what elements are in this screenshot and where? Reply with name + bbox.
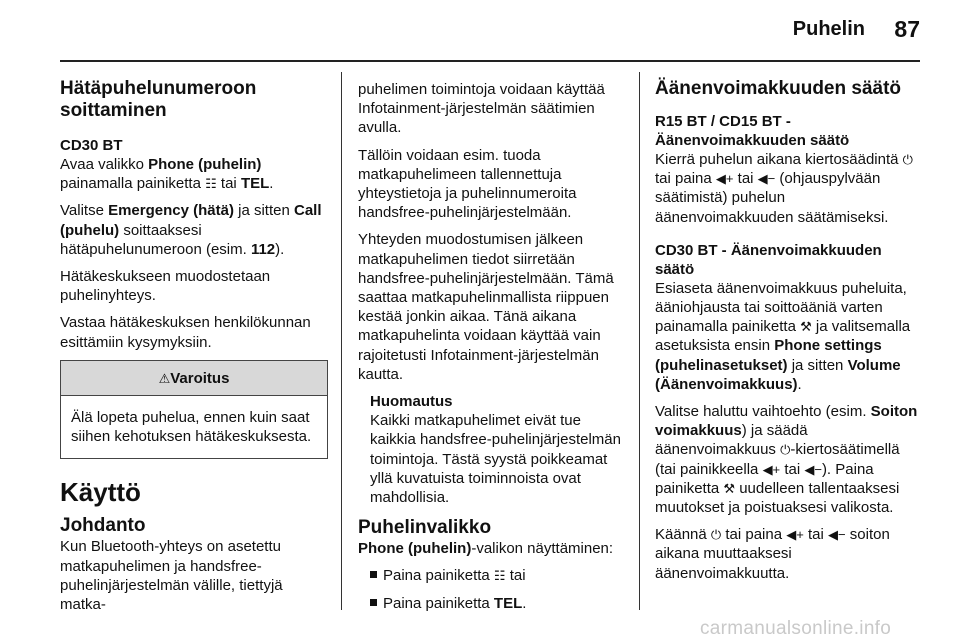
note-block: [358, 392, 626, 507]
paragraph-menu-intro: Phone (puhelin)-valikon näyttäminen:: [358, 540, 614, 558]
column-divider-right: [639, 72, 640, 610]
page-number: 87: [894, 16, 920, 42]
watermark: carmanualsonline.info: [700, 618, 892, 639]
warning-header: ⚠Varoitus: [61, 361, 327, 396]
volume-up-icon: ◀+: [762, 461, 781, 477]
list-item: Paina painiketta ☷ tai: [358, 566, 626, 585]
settings-tool-icon: ⚒: [800, 319, 812, 335]
power-knob-icon: ⏻: [710, 527, 722, 543]
volume-up-icon: ◀+: [786, 527, 804, 543]
note-title: Huomautus: [370, 393, 453, 411]
column-3: [655, 78, 923, 591]
paragraph-open-phone-menu: Avaa valikko Phone (puhelin) painamalla painiketta ☷ tai TEL.: [60, 156, 274, 193]
warning-text: Älä lopeta puhelua, ennen kuin saat siihen kehotuksen hätäkeskuksesta.: [71, 409, 312, 446]
warning-box: [60, 360, 328, 460]
r15-heading: R15 BT / CD15 BT - Äänenvoimakkuuden säätö: [655, 113, 850, 149]
paragraph-emergency-call: Valitse Emergency (hätä) ja sitten Call (puhelu) soittaaksesi hätäpuhelunumeroon (esim. 112).: [60, 202, 322, 258]
bullet-square: [370, 599, 377, 606]
cd30-volume-heading: CD30 BT - Äänenvoimakkuuden säätö: [655, 241, 882, 278]
section-title-volume: Äänenvoimakkuuden säätö: [655, 78, 902, 99]
bullet-square: [370, 571, 377, 578]
section-title-kaytto: Käyttö: [60, 477, 141, 508]
paragraph-connection: Hätäkeskukseen muodostetaan puhelinyhteys.: [60, 268, 271, 305]
cd30-heading: CD30 BT: [60, 137, 123, 154]
paragraph-turn-knob: Käännä ⏻ tai paina ◀+ tai ◀− soiton aikana muuttaaksesi äänenvoimakkuutta.: [655, 526, 890, 582]
paragraph-controls: puhelimen toimintoja voidaan käyttää Infotainment-järjestelmän säätimien avulla.: [358, 81, 605, 137]
paragraph-select-option: Valitse haluttu vaihtoehto (esim. Soiton voimakkuus) ja säädä äänenvoimakkuus ⏻-kiertosäätimellä (tai painikkeella ◀+ tai ◀−). Paina painiketta ⚒ uudelleen tallentaaksesi muutokset ja poistuaksesi valikosta.: [655, 403, 918, 517]
phone-button-icon: ☷: [205, 176, 217, 192]
volume-down-icon: ◀−: [757, 171, 776, 187]
column-2: [358, 80, 626, 621]
paragraph-transfer: Yhteyden muodostumisen jälkeen matkapuhelimen tiedot siirretään handsfree-puhelinjärjestelmään. Tämä saattaa matkapuhelinmallista riippuen kestää jonkin aikaa. Tänä aikana matkapuhelinta voidaan käyttää vain rajoitetusti Infotainment-järjestelmän kautta.: [358, 231, 614, 383]
power-knob-icon: ⏻: [780, 442, 791, 458]
paragraph-preset-volume: Esiaseta äänenvoimakkuus puheluita, ääniohjausta tai soittoääniä varten painamalla painiketta ⚒ ja valitsemalla asetuksista ensin Phone settings (puhelinasetukset) ja sitten Volume (Äänenvoimakkuus).: [655, 279, 911, 393]
paragraph-volume-knob: Kierrä puhelun aikana kiertosäädintä ⏻ tai paina ◀+ tai ◀− (ohjauspylvään säätimistä) puhelun äänenvoimakkuuden säätämiseksi.: [655, 151, 913, 226]
volume-down-icon: ◀−: [804, 461, 822, 477]
settings-tool-icon: ⚒: [723, 480, 736, 496]
paragraph-answer: Vastaa hätäkeskuksen henkilökunnan esittämiin kysymyksiin.: [60, 314, 311, 351]
warning-triangle-icon: ⚠: [158, 370, 171, 386]
list-item: Paina painiketta TEL.: [358, 594, 626, 613]
volume-down-icon: ◀−: [828, 527, 846, 543]
column-1: [60, 78, 328, 622]
page-header-title: Puhelin: [792, 18, 865, 40]
paragraph-johdanto: Kun Bluetooth-yhteys on asetettu matkapuhelimen ja handsfree-puhelinjärjestelmän välille, tiettyjä matka-: [60, 538, 283, 614]
section-title-emergency: Hätäpuhelunumeroon soittaminen: [60, 78, 257, 121]
section-title-phone-menu: Puhelinvalikko: [358, 517, 492, 539]
header-rule: [60, 60, 920, 62]
power-knob-icon: ⏻: [902, 152, 913, 167]
subsection-title-johdanto: Johdanto: [60, 515, 146, 537]
volume-up-icon: ◀+: [715, 171, 734, 187]
paragraph-contacts: Tällöin voidaan esim. tuoda matkapuhelimeen tallennettuja yhteystietoja ja puhelinnumeroita handsfree-puhelinjärjestelmään.: [358, 146, 577, 222]
phone-button-icon: ☷: [493, 568, 506, 584]
column-divider-left: [341, 72, 342, 610]
note-text: Kaikki matkapuhelimet eivät tue kaikkia handsfree-puhelinjärjestelmän toimintoja. Tästä syystä poikkeamat yllä kuvatuista toiminnoista ovat mahdollisia.: [370, 412, 621, 507]
